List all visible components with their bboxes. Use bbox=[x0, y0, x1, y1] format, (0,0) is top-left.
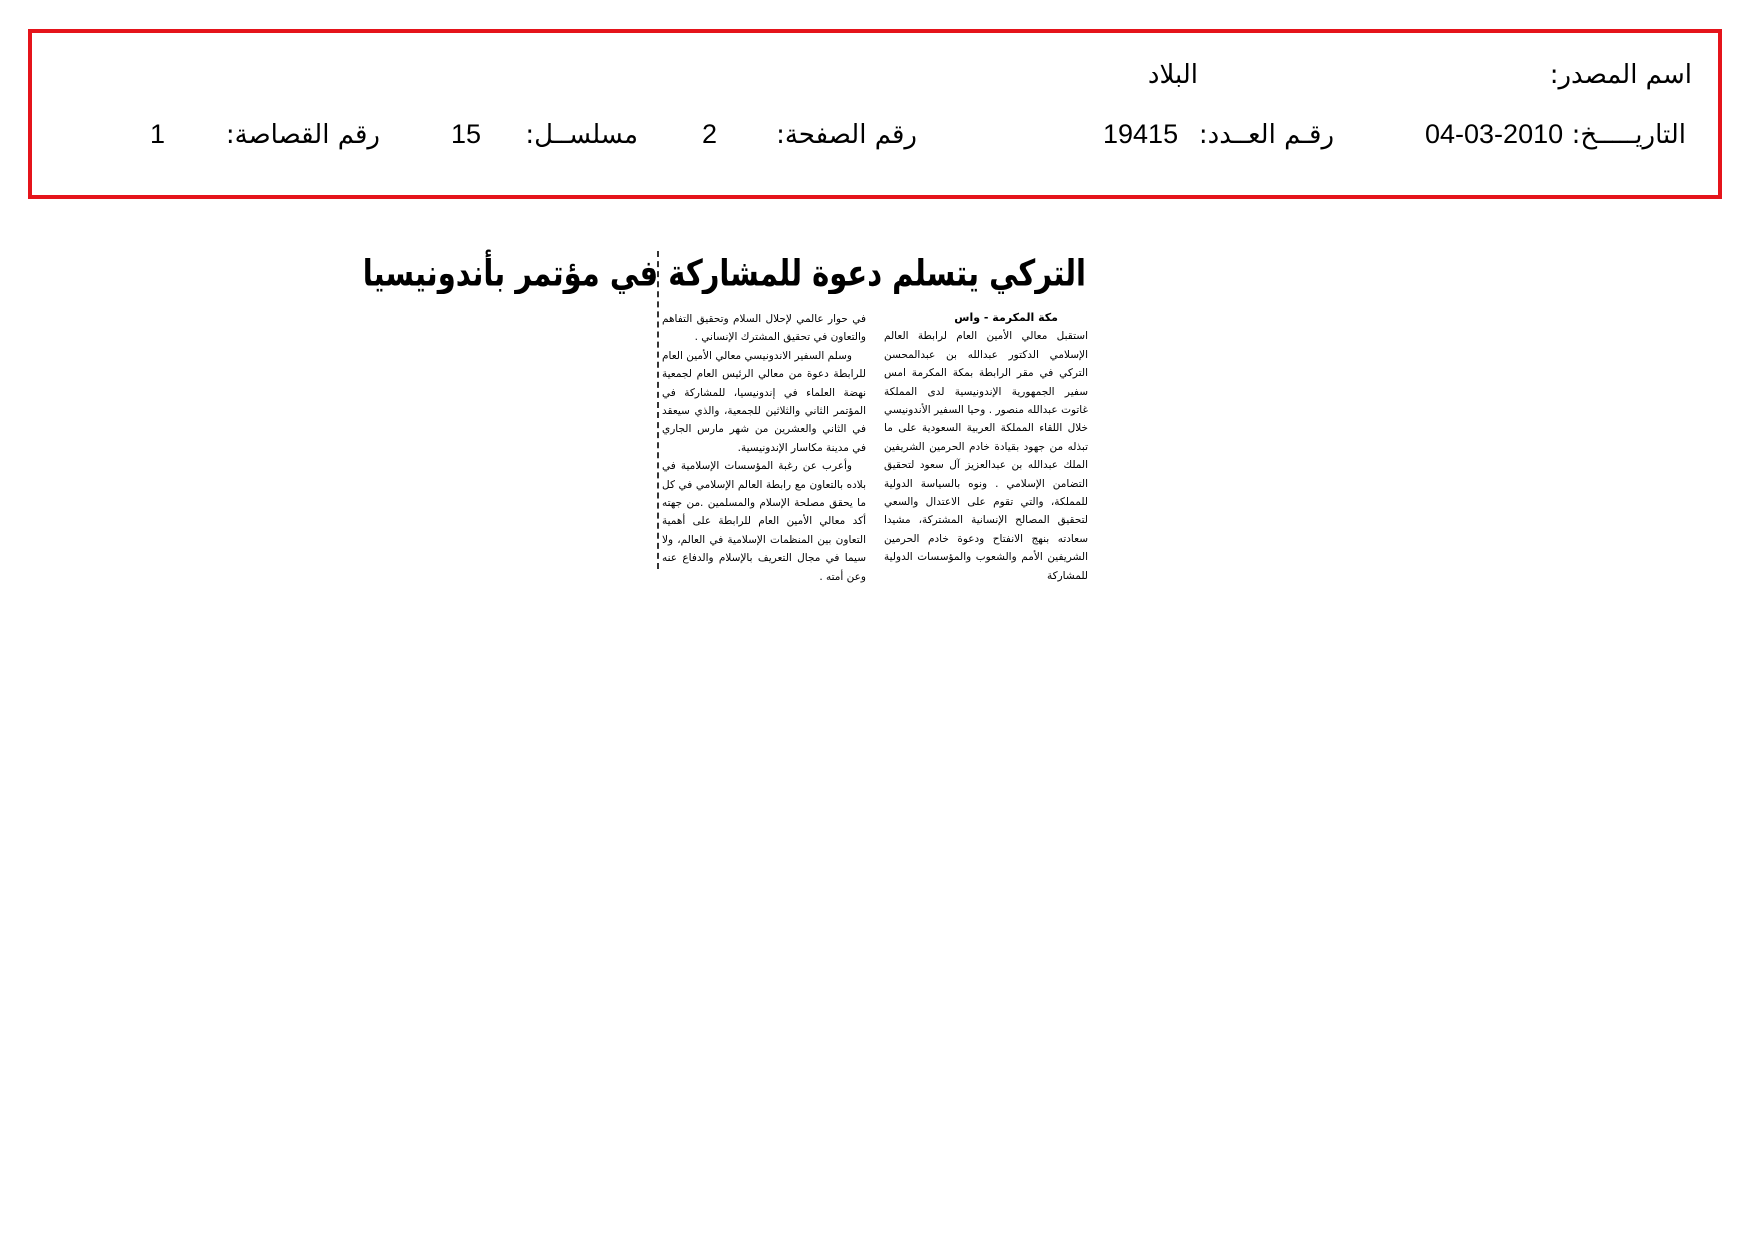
clipping-label: رقم القصاصة: bbox=[225, 120, 380, 150]
serial-value: 15 bbox=[451, 119, 482, 149]
serial-label: مسلســل: bbox=[525, 120, 638, 150]
page-value: 2 bbox=[702, 119, 718, 149]
article-column-right bbox=[884, 309, 1088, 585]
source-label: اسم المصدر: bbox=[1549, 60, 1692, 90]
source-value: البلاد bbox=[1147, 60, 1198, 90]
page-label: رقم الصفحة: bbox=[776, 120, 917, 150]
issue-value: 19415 bbox=[1103, 119, 1179, 149]
clipping-info-box bbox=[28, 29, 1722, 199]
article-dateline: مكة المكرمة - واس bbox=[954, 311, 1058, 324]
newspaper-clipping bbox=[362, 247, 1090, 583]
column-divider bbox=[657, 251, 659, 569]
article-paragraph: في حوار عالمي لإحلال السلام وتحقيق التفاهم والتعاون في تحقيق المشترك الإنساني . bbox=[662, 313, 866, 344]
article-paragraph: وأعرب عن رغبة المؤسسات الإسلامية في بلاده بالتعاون مع رابطة العالم الإسلامي في كل ما يحقق مصلحة الإسلام والمسلمين .من جهته أكد معالي الأمين العام للرابطة على أهمية التعاون بين المنظمات الإسلامية في العالم، ولا سيما في مجال التعريف بالإسلام والدفاع عنه وعن أمته . bbox=[662, 460, 866, 583]
article-paragraph: وسلم السفير الاندونيسي معالي الأمين العام للرابطة دعوة من معالي الرئيس العام لجمعية نهضة العلماء في إندونيسيا، للمشاركة في المؤتمر الثاني والثلاثين للجمعية، والذي سيعقد في الثاني والعشرين من شهر مارس الجاري في مدينة مكاسار الإندونيسية. bbox=[662, 349, 866, 454]
date-value: 04-03-2010 bbox=[1425, 119, 1564, 149]
date-label: التاريـــــخ: bbox=[1571, 120, 1686, 150]
issue-label: رقـم العــدد: bbox=[1198, 120, 1334, 150]
clipping-value: 1 bbox=[150, 119, 166, 149]
article-column-left bbox=[662, 310, 866, 586]
article-headline: التركي يتسلم دعوة للمشاركة في مؤتمر بأندونيسيا bbox=[362, 251, 1086, 294]
article-paragraph: استقبل معالي الأمين العام لرابطة العالم الإسلامي الدكتور عبدالله بن عبدالمحسن التركي في مقر الرابطة بمكة المكرمة امس سفير الجمهورية الإندونيسية لدى المملكة غاتوت عبدالله منصور . وحيا السفير الأندونيسي خلال اللقاء المملكة العربية السعودية على ما تبذله من جهود بقيادة خادم الحرمين الشريفين الملك عبدالله بن عبدالعزيز آل سعود لتحقيق التضامن الإسلامي . ونوه بالسياسة الدولية للمملكة، والتي تقوم على الاعتدال والسعي لتحقيق المصالح الإنسانية المشتركة، مشيدا سعادته بنهج الانفتاح ودعوة خادم الحرمين الشريفين الأمم والشعوب والمؤسسات الدولية للمشاركة bbox=[884, 330, 1088, 582]
